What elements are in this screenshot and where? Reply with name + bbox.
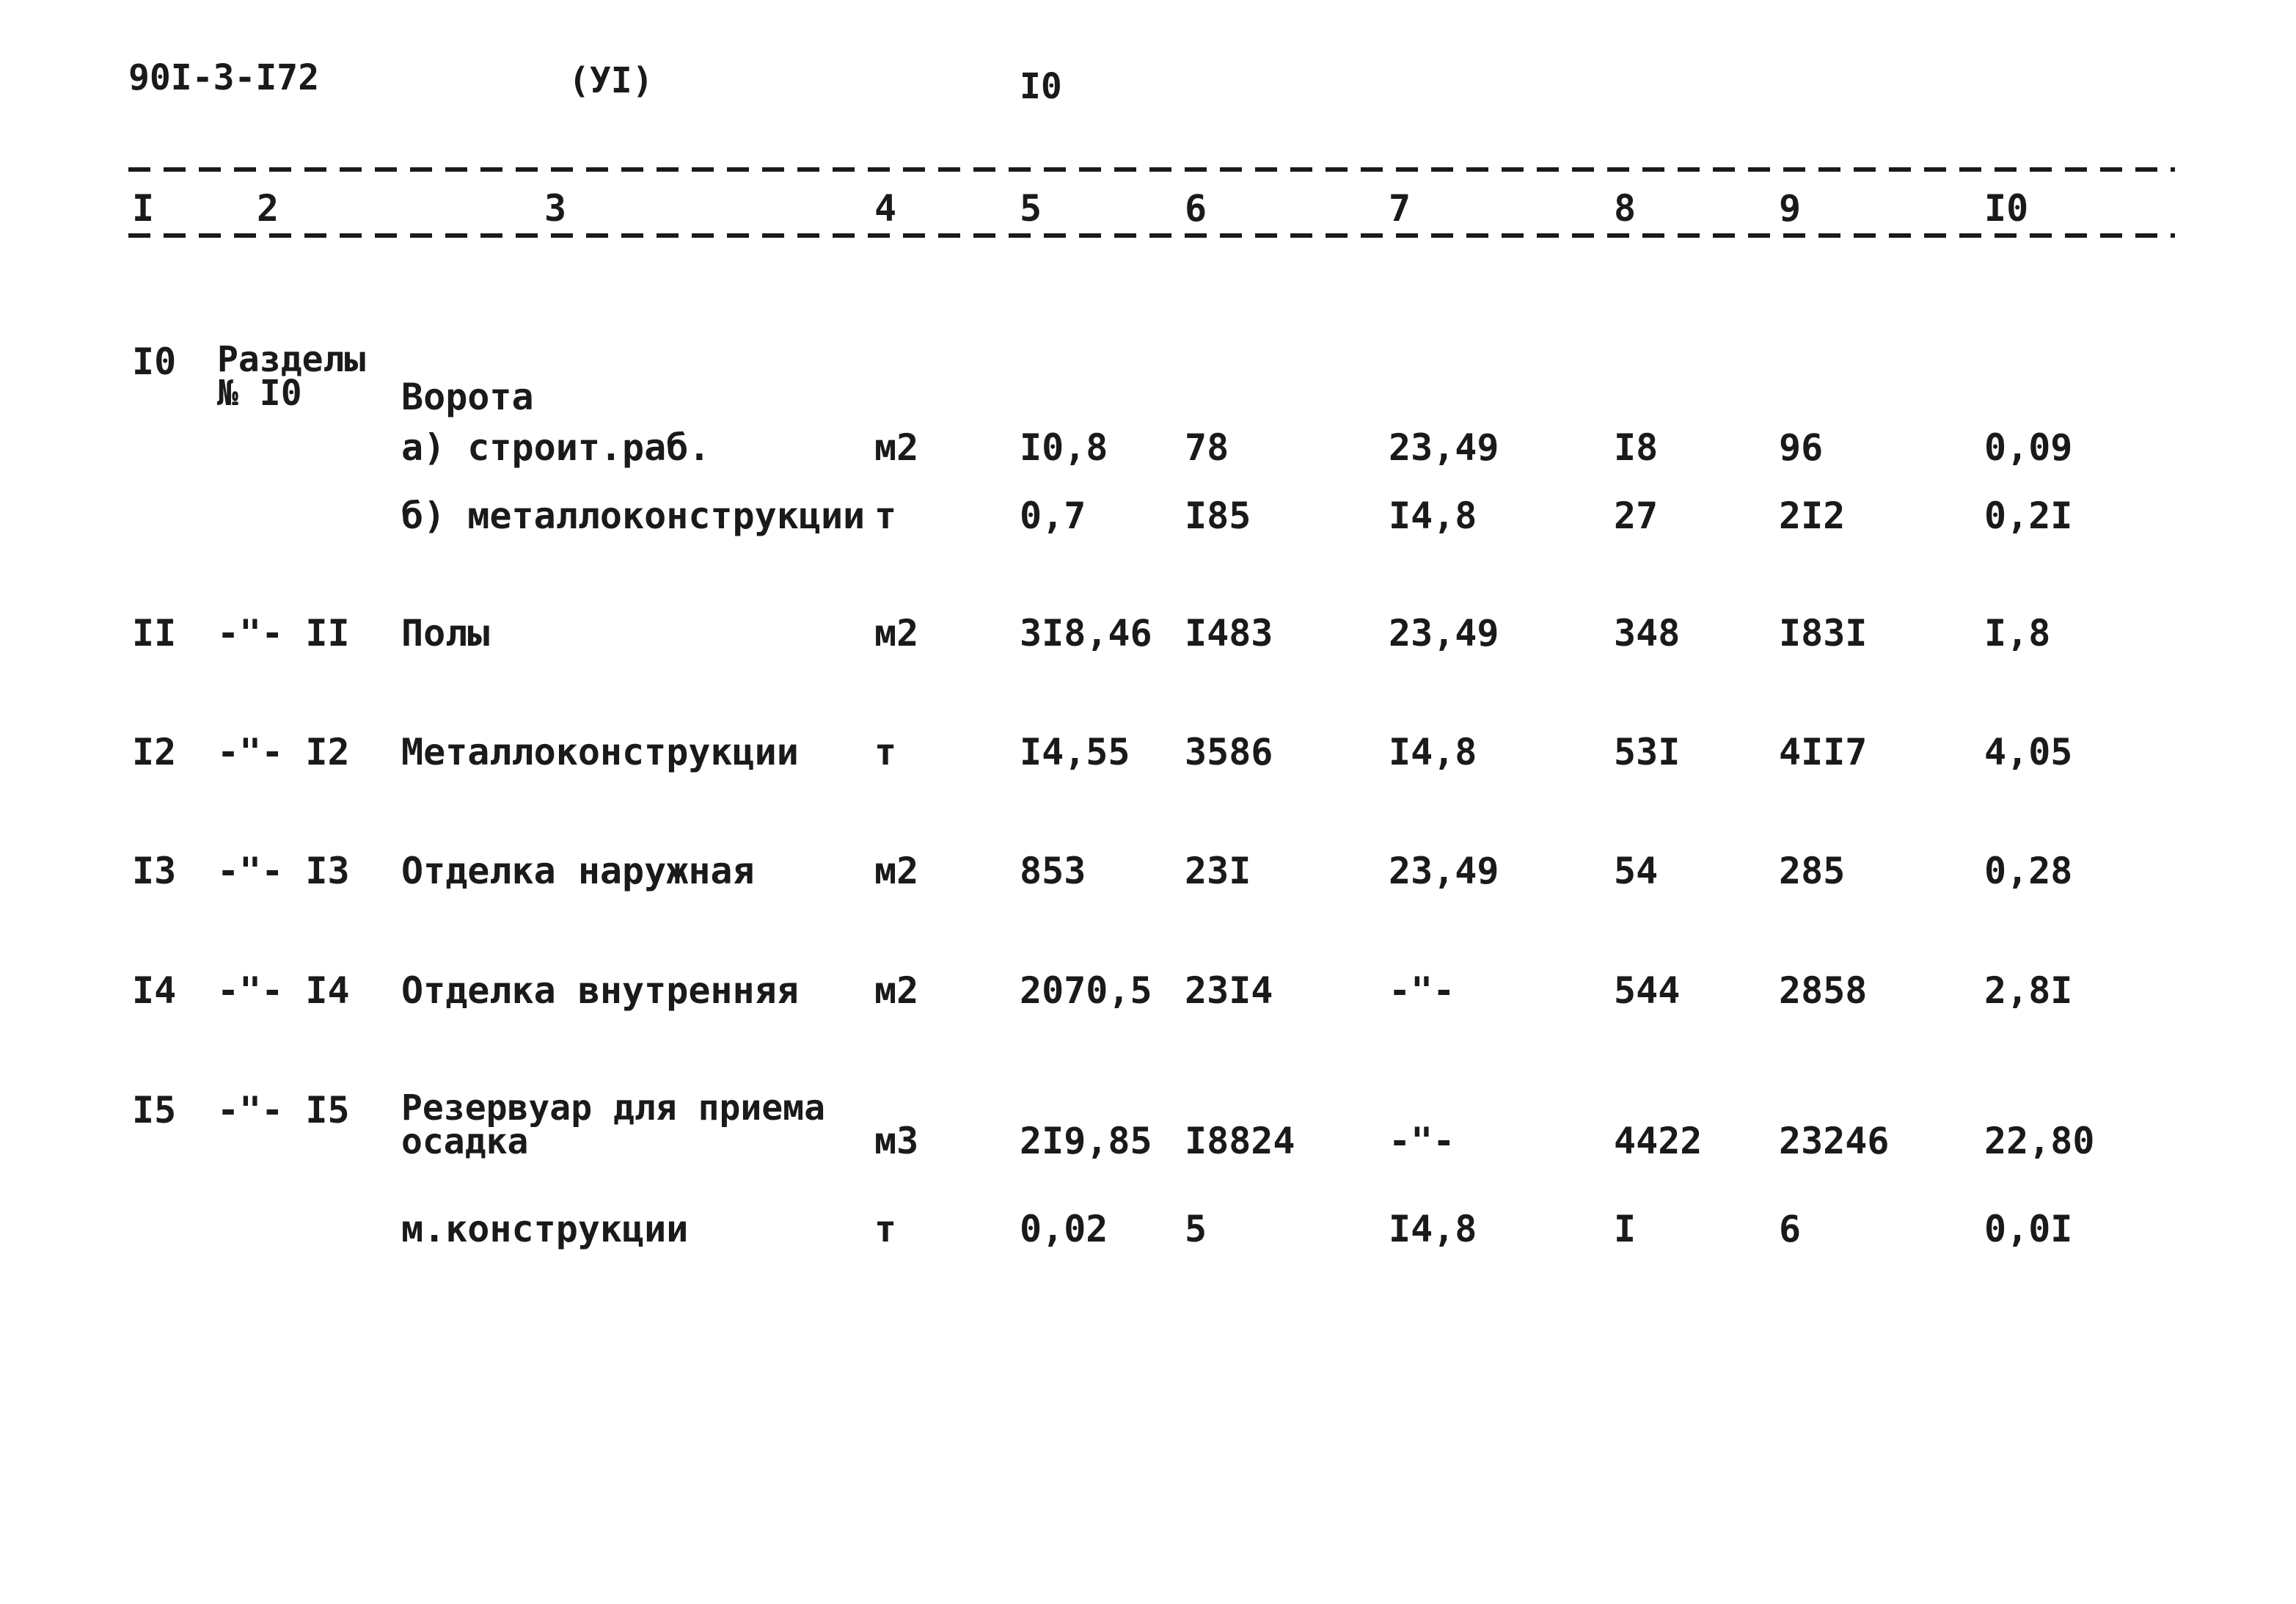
row-number: I2	[132, 731, 177, 773]
unit: м2	[874, 969, 919, 1012]
col-header-8: 8	[1614, 187, 1637, 230]
col-header-1: I	[132, 187, 155, 230]
col5-value: 0,02	[1020, 1208, 1108, 1250]
col10-value: 4,05	[1984, 731, 2073, 773]
col7-value: I4,8	[1389, 495, 1477, 537]
unit: т	[874, 1208, 897, 1250]
col10-value: I,8	[1984, 612, 2051, 655]
row-number: I3	[132, 850, 177, 892]
col10-value: 0,0I	[1984, 1208, 2073, 1250]
col-header-6: 6	[1185, 187, 1207, 230]
col8-value: I8	[1614, 426, 1659, 469]
item-name-line2: осадка	[401, 1120, 529, 1162]
item-name: а) строит.раб.	[401, 426, 711, 469]
section-reference: -"- II	[217, 612, 350, 655]
col6-value: 3586	[1185, 731, 1273, 773]
unit: т	[874, 495, 897, 537]
item-name: Отделка внутренняя	[401, 969, 799, 1012]
top-dashed-rule	[128, 167, 2175, 172]
col-header-4: 4	[874, 187, 897, 230]
col8-value: 348	[1614, 612, 1681, 655]
col-header-5: 5	[1020, 187, 1042, 230]
col10-value: 22,80	[1984, 1120, 2095, 1162]
col5-value: 853	[1020, 850, 1086, 892]
row-number: I0	[132, 340, 177, 383]
col6-value: I483	[1185, 612, 1273, 655]
col8-value: 4422	[1614, 1120, 1703, 1162]
col-header-2: 2	[257, 187, 279, 230]
col5-value: 0,7	[1020, 495, 1086, 537]
section-reference: -"- I2	[217, 731, 350, 773]
col6-value: I8824	[1185, 1120, 1295, 1162]
item-name: Ворота	[401, 376, 534, 418]
item-name: Полы	[401, 612, 490, 655]
col8-value: 53I	[1614, 731, 1681, 773]
section-number: № I0	[217, 372, 302, 414]
item-name: б) металлоконструкции	[401, 495, 866, 537]
col6-value: I85	[1185, 495, 1251, 537]
col5-value: I4,55	[1020, 731, 1130, 773]
col9-value: 2858	[1779, 969, 1868, 1012]
col10-value: 0,2I	[1984, 495, 2073, 537]
unit: м3	[874, 1120, 919, 1162]
col6-value: 5	[1185, 1208, 1207, 1250]
col10-value: 0,28	[1984, 850, 2073, 892]
row-number: I5	[132, 1089, 177, 1131]
unit: т	[874, 731, 897, 773]
unit: м2	[874, 612, 919, 655]
item-name-line1: Резервуар для приема	[401, 1087, 825, 1129]
col9-value: 4II7	[1779, 731, 1868, 773]
row-number: II	[132, 612, 177, 655]
col6-value: 23I	[1185, 850, 1251, 892]
doc-code: 90I-3-I72	[128, 57, 320, 98]
section-label: Разделы	[217, 339, 366, 380]
col5-value: 2I9,85	[1020, 1120, 1152, 1162]
col7-value: -"-	[1389, 1120, 1455, 1162]
col-header-9: 9	[1779, 187, 1802, 230]
col-header-10: I0	[1984, 187, 2029, 230]
unit: м2	[874, 426, 919, 469]
section-reference: -"- I5	[217, 1089, 350, 1131]
col9-value: 6	[1779, 1208, 1802, 1250]
row-number: I4	[132, 969, 177, 1012]
section-reference	[217, 339, 366, 414]
col7-value: 23,49	[1389, 426, 1499, 469]
col7-value: I4,8	[1389, 731, 1477, 773]
col5-value: 2070,5	[1020, 969, 1152, 1012]
col8-value: I	[1614, 1208, 1637, 1250]
col-header-3: 3	[544, 187, 567, 230]
col9-value: 23246	[1779, 1120, 1890, 1162]
unit: м2	[874, 850, 919, 892]
col10-value: 0,09	[1984, 426, 2073, 469]
series-label: (УI)	[568, 60, 654, 101]
col7-value: 23,49	[1389, 850, 1499, 892]
item-name: Металлоконструкции	[401, 731, 799, 773]
col6-value: 78	[1185, 426, 1229, 469]
col8-value: 544	[1614, 969, 1681, 1012]
col7-value: 23,49	[1389, 612, 1499, 655]
col6-value: 23I4	[1185, 969, 1273, 1012]
item-name: м.конструкции	[401, 1208, 689, 1250]
col5-value: I0,8	[1020, 426, 1108, 469]
section-reference: -"- I3	[217, 850, 350, 892]
col9-value: I83I	[1779, 612, 1868, 655]
col9-value: 2I2	[1779, 495, 1846, 537]
col9-value: 96	[1779, 426, 1824, 469]
col9-value: 285	[1779, 850, 1846, 892]
col8-value: 27	[1614, 495, 1659, 537]
item-name: Отделка наружная	[401, 850, 755, 892]
col10-value: 2,8I	[1984, 969, 2073, 1012]
bottom-dashed-rule	[128, 233, 2175, 238]
col7-value: -"-	[1389, 969, 1455, 1012]
section-reference: -"- I4	[217, 969, 350, 1012]
page-number: I0	[1020, 66, 1062, 107]
item-name	[401, 1087, 825, 1162]
col-header-7: 7	[1389, 187, 1411, 230]
col8-value: 54	[1614, 850, 1659, 892]
col7-value: I4,8	[1389, 1208, 1477, 1250]
col5-value: 3I8,46	[1020, 612, 1152, 655]
